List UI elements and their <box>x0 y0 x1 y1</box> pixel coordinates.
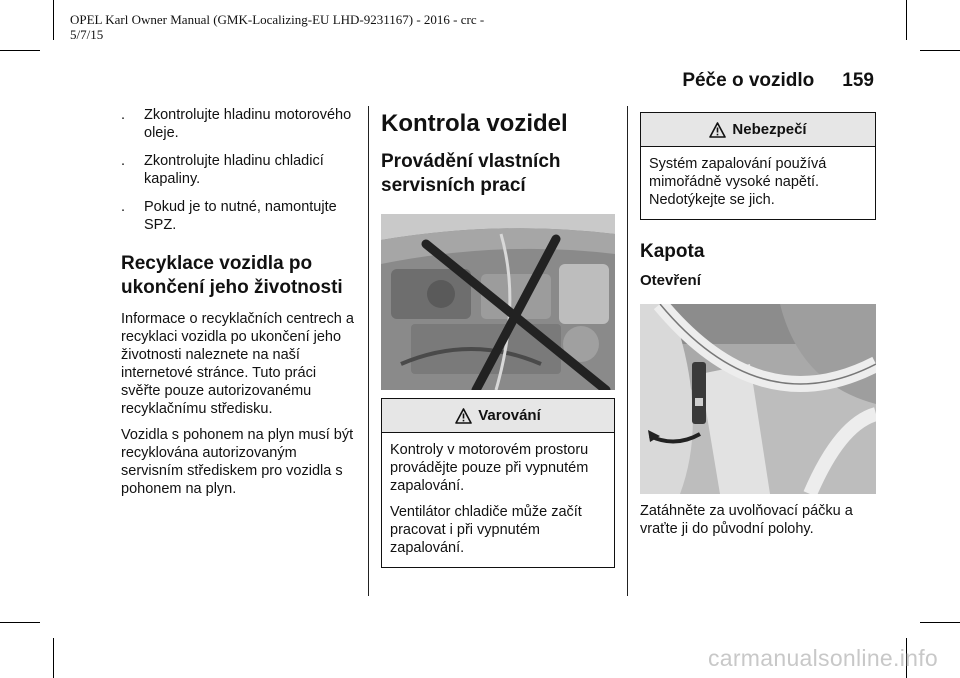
crop-mark <box>0 50 40 51</box>
danger-body <box>641 147 875 219</box>
warning-box <box>381 398 615 568</box>
recycle-paragraph-1: Informace o recyklačních centrech a recyklaci vozidla po ukončení jeho životnosti naleznete na naší internetové stránce. Tuto práci svěřte pouze autorizovanému recyklačnímu středisku. <box>121 311 354 417</box>
running-head <box>682 70 874 92</box>
warning-title: Varování <box>478 407 541 424</box>
crop-mark <box>920 622 960 623</box>
column-divider <box>627 106 628 596</box>
engine-bay-illustration <box>381 214 615 390</box>
warning-triangle-icon <box>455 408 472 424</box>
list-item-text: Zkontrolujte hladinu motorového oleje. <box>144 107 352 141</box>
hood-heading: Kapota <box>640 241 705 262</box>
source-header <box>70 12 484 42</box>
list-item <box>121 198 357 234</box>
danger-header <box>641 113 875 147</box>
sub-heading: Provádění vlastních servisních prací <box>381 151 561 196</box>
column-left <box>121 106 357 506</box>
list-item-text: Zkontrolujte hladinu chladicí kapaliny. <box>144 153 324 187</box>
source-header-line2: 5/7/15 <box>70 27 104 42</box>
list-item <box>121 152 357 188</box>
open-heading: Otevření <box>640 272 701 289</box>
main-heading: Kontrola vozidel <box>381 110 568 137</box>
crop-mark <box>0 622 40 623</box>
bullet-mark: . <box>121 153 126 169</box>
section-title: Péče o vozidlo <box>682 70 815 91</box>
warning-triangle-icon <box>709 122 726 138</box>
hood-caption: Zatáhněte za uvolňovací páčku a vraťte ji do původní polohy. <box>640 503 853 537</box>
warning-body <box>382 433 614 567</box>
column-right <box>640 106 876 546</box>
column-divider <box>368 106 369 596</box>
page-number: 159 <box>842 70 874 91</box>
warning-paragraph-1: Kontroly v motorovém prostoru provádějte pouze při vypnutém zapalování. <box>390 442 589 494</box>
watermark: carmanualsonline.info <box>707 645 938 671</box>
recycle-heading: Recyklace vozidla po ukončení jeho životnosti <box>121 253 343 298</box>
list-item <box>121 106 357 142</box>
danger-title: Nebezpečí <box>732 121 807 138</box>
crop-mark <box>53 638 54 678</box>
crop-mark <box>906 0 907 40</box>
list-item-text: Pokud je to nutné, namontujte SPZ. <box>144 199 337 233</box>
crop-mark <box>920 50 960 51</box>
crop-mark <box>53 0 54 40</box>
source-header-line1: OPEL Karl Owner Manual (GMK-Localizing-EU LHD-9231167) - 2016 - crc - <box>70 12 485 27</box>
bullet-mark: . <box>121 107 126 123</box>
column-middle <box>381 106 615 568</box>
warning-paragraph-2: Ventilátor chladiče může začít pracovat i při vypnutém zapalování. <box>390 504 582 556</box>
hood-release-illustration <box>640 304 876 494</box>
recycle-paragraph-2: Vozidla s pohonem na plyn musí být recyklována autorizovaným servisním střediskem pro vozidla s pohonem na plyn. <box>121 427 354 497</box>
warning-header <box>382 399 614 433</box>
bullet-mark: . <box>121 199 126 215</box>
danger-paragraph: Systém zapalování používá mimořádně vysoké napětí. Nedotýkejte se jich. <box>649 156 827 208</box>
danger-box <box>640 112 876 220</box>
